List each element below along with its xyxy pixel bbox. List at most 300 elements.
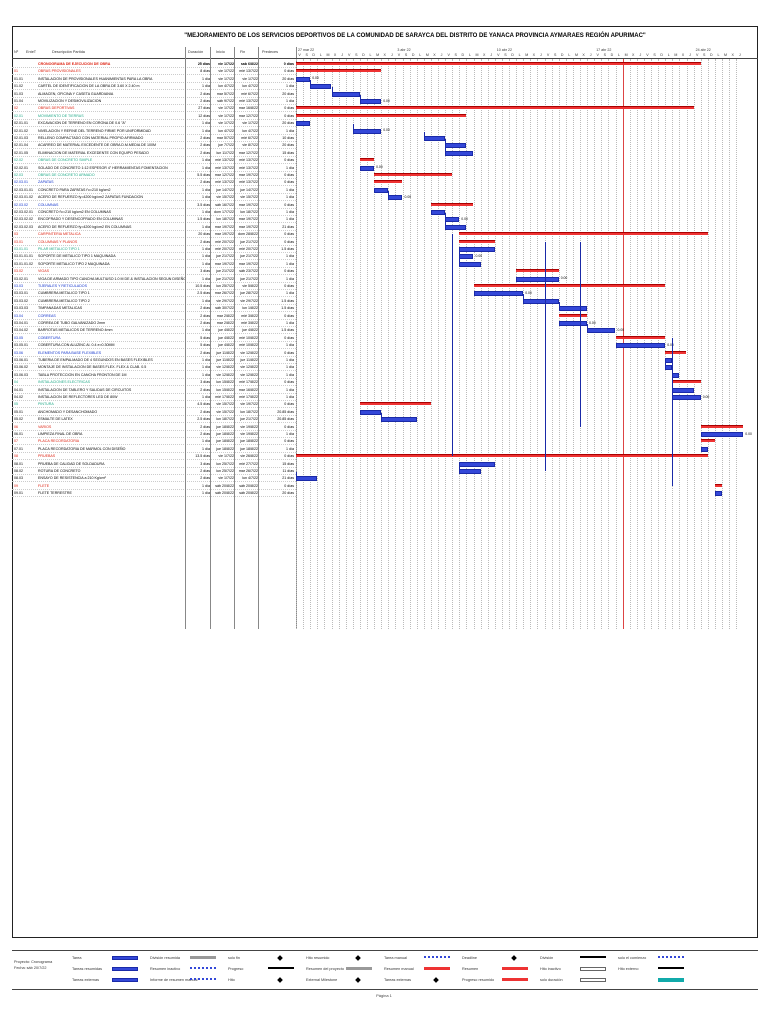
cell-id: 01.03 [14,91,23,96]
cell-dur: 1 día [202,165,210,170]
table-row[interactable] [12,179,296,186]
legend-item [150,965,180,973]
gantt-task-bar[interactable] [445,225,466,230]
gantt-task-bar[interactable] [701,432,744,437]
gantt-summary-bar[interactable] [296,454,708,457]
gantt-task-bar[interactable] [310,84,331,89]
col-edt[interactable]: EnteT [26,50,37,54]
cell-end: mié 13/7/22 [239,99,258,103]
table-row[interactable] [12,268,296,275]
gantt-task-bar[interactable] [445,217,459,222]
cell-dur: 1 día [202,372,210,377]
gantt-task-bar[interactable] [672,373,679,378]
cell-name: CORREAS [38,313,56,318]
legend-label: Tareas externas [72,978,100,982]
cell-end: vie 8/7/22 [242,143,258,148]
table-row[interactable] [12,394,296,401]
table-row[interactable] [12,172,296,179]
cell-name: BARROTAS METALICOS DE TERRENO 4mm [38,328,113,333]
timescale-day: M [724,53,728,57]
table-row[interactable] [12,305,296,312]
cell-name: NIVELACION Y REFINE DEL TERRENO FIRME POR UNIFORMIDAD [38,128,151,133]
cell-start: mar 19/7/22 [214,232,234,237]
legend-item [228,965,243,973]
cell-dur: 2 días [200,180,210,185]
table-row[interactable] [12,483,296,490]
cell-id: 07.01 [14,446,23,451]
cell-end: mar 19/7/22 [238,202,258,207]
legend-swatch [112,978,138,982]
cell-pred: 10 días [282,136,294,140]
cell-id: 03.04.01 [14,321,28,325]
timescale-day: X [482,53,486,57]
table-row[interactable] [12,327,296,334]
cell-start: jue 21/7/22 [216,276,234,281]
cell-id: 08.01 [14,461,23,466]
timescale-day: J [540,53,542,57]
timescale-day: X [632,53,635,57]
timescale-day: J [440,53,443,57]
table-row[interactable] [12,209,296,216]
gantt-summary-bar[interactable] [296,114,466,117]
cell-id: 03.03 [14,284,23,288]
cell-id: 01.01 [14,76,23,81]
cell-start: mié 13/7/22 [215,165,234,170]
gantt-bars [296,61,758,629]
cell-start: vie 12/8/22 [216,372,234,377]
cell-pred: 15 días [282,461,294,466]
table-row[interactable] [12,76,296,83]
cell-pred: 0 días [284,350,294,355]
table-row[interactable] [12,128,296,135]
table-row[interactable] [12,468,296,475]
table-row[interactable] [12,150,296,157]
cell-start: vie 12/8/22 [216,365,234,370]
legend-project-info [14,959,52,971]
timescale-day: S [305,53,308,57]
cell-id: 03.03.02 [14,298,28,303]
table-row[interactable] [12,253,296,260]
table-row[interactable] [12,335,296,342]
legend-label: solo fin [228,956,241,960]
table-row[interactable] [12,290,296,297]
timescale-day: D [411,53,415,57]
cell-id: 02.03.02.02 [14,217,33,222]
cell-end: vie 12/8/22 [240,365,258,370]
gantt-task-bar[interactable] [360,166,374,171]
cell-dur: 2 días [200,99,210,103]
cell-end: vie 12/8/22 [240,350,258,355]
table-row[interactable] [12,446,296,453]
milestone-icon [355,977,361,983]
gantt-task-bar[interactable] [559,321,587,326]
gantt-task-bar[interactable] [360,99,381,104]
bar-label: 0.00 [702,394,710,399]
table-row[interactable] [12,91,296,98]
gantt-summary-bar[interactable] [559,314,587,317]
cell-id: 02.03.02.03 [14,224,33,229]
table-row[interactable] [12,372,296,379]
table-row[interactable] [12,194,296,201]
cell-end: jue 18/8/22 [240,446,258,451]
table-row[interactable] [12,202,296,209]
gantt-summary-bar[interactable] [516,269,559,272]
gantt-task-bar[interactable] [474,291,524,296]
cell-pred: 1 día [286,187,294,192]
cell-end: jue 18/8/22 [240,439,258,444]
gantt-task-bar[interactable] [296,77,310,82]
gantt-summary-bar[interactable] [360,158,374,161]
table-row[interactable] [12,261,296,268]
gantt-task-bar[interactable] [445,151,473,156]
table-row[interactable] [12,283,296,290]
cell-end: vie 19/8/22 [240,424,258,429]
table-row[interactable] [12,416,296,423]
cell-name: VARIOS [38,424,52,429]
timescale-day: J [490,53,493,57]
table-row[interactable] [12,350,296,357]
gantt-summary-bar[interactable] [474,284,666,287]
gantt-task-bar[interactable] [559,306,587,311]
table-header [12,47,296,59]
cell-start: vie 1/7/22 [218,76,234,81]
cell-end: vie 1/7/22 [242,121,258,126]
timescale-day: D [362,53,365,57]
cell-start: lun 15/8/22 [216,380,234,385]
cell-id: 03.03.03 [14,306,28,311]
legend-item [150,976,198,984]
table-row[interactable] [12,135,296,142]
legend-item [228,954,240,962]
cell-pred: 20 días [282,76,294,81]
dependency-link [381,413,382,417]
legend-item [72,954,82,962]
legend-item [306,976,337,984]
cell-id: 03.02.01 [14,276,28,281]
col-name[interactable]: Descripción Partida [52,50,85,54]
table-row[interactable] [12,461,296,468]
table-row[interactable] [12,224,296,231]
cell-dur: 2 días [200,143,210,148]
cell-pred: 0 días [284,335,294,340]
cell-dur: 1 día [202,439,210,444]
timescale-week: 3 abr 22 [397,48,411,52]
cell-end: vie 1/7/22 [242,76,258,81]
cell-dur: 1 día [202,276,210,281]
cell-id: 08 [14,454,18,459]
gantt-task-bar[interactable] [374,188,388,193]
gantt-task-bar[interactable] [296,121,310,126]
table-row[interactable] [12,187,296,194]
table-row[interactable] [12,438,296,445]
cell-dur: 2 días [200,469,210,473]
cell-pred: 21 días [282,224,294,229]
cell-id: 03.01 [14,239,23,244]
table-row[interactable] [12,313,296,320]
cell-name: VIGA DE ARMADO TIPO CANCHA MULTIUSO 1.0 M DE & INSTALACION SEGUN DISEÑO [38,276,186,281]
dependency-link [559,302,560,306]
gantt-task-bar[interactable] [459,469,480,474]
gantt-summary-bar[interactable] [360,402,431,405]
table-row[interactable] [12,157,296,164]
cell-start: vie 1/7/22 [218,476,234,481]
gantt-summary-bar[interactable] [459,232,708,235]
col-duration[interactable]: Duración [188,50,204,54]
cell-end: jue 21/7/22 [240,417,258,422]
table-row[interactable] [12,276,296,283]
cell-id: 05 [14,402,18,407]
timescale-day: J [341,53,344,57]
table-row[interactable] [12,409,296,416]
legend-item [540,965,561,973]
gantt-task-bar[interactable] [587,328,615,333]
table-row[interactable] [12,379,296,386]
gantt-task-bar[interactable] [665,358,672,363]
cell-name: PINTURA [38,402,54,407]
table-row[interactable] [12,298,296,305]
cell-dur: 13.5 días [195,454,210,459]
cell-pred: 0 días [284,239,294,244]
timescale-day: L [518,53,521,57]
gantt-task-bar[interactable] [459,254,473,259]
cell-pred: 1 día [286,321,294,325]
dependency-link [459,250,460,254]
cell-dur: 1 día [202,483,210,488]
timescale-day: S [504,53,507,57]
gantt-summary-bar[interactable] [296,69,381,72]
dependency-link [445,213,446,217]
timescale-day: L [667,53,670,57]
timescale-day: S [703,53,706,57]
table-row[interactable] [12,231,296,238]
cell-start: vie 1/7/22 [218,69,234,74]
cell-start: jue 4/8/22 [218,343,234,348]
milestone-icon [511,955,517,961]
timescale [296,47,758,59]
gantt-task-bar[interactable] [296,476,317,481]
bar-label: 0.00 [745,431,752,436]
table-row[interactable] [12,424,296,431]
cell-start: sáb 20/8/22 [215,491,234,496]
cell-dur: 1 día [202,365,210,370]
gantt-task-bar[interactable] [381,417,417,422]
table-row[interactable] [12,475,296,482]
cell-name: CORREA DE TUBO GALVANIZADO 2mm [38,321,106,325]
legend [12,950,758,990]
cell-end: mar 16/8/22 [238,387,258,392]
cell-id: 02.01 [14,113,23,118]
legend-label: Tarea [72,956,82,960]
bar-label: 0.00 [525,290,532,295]
cell-pred: 1 día [286,261,294,266]
table-row[interactable] [12,490,296,497]
cell-id: 03.06.01 [14,358,28,362]
gantt-task-bar[interactable] [715,491,722,496]
gantt-task-bar[interactable] [665,365,672,370]
cell-pred: 1 día [286,254,294,259]
cell-dur: 2.5 días [197,291,210,296]
table-row[interactable] [12,105,296,112]
cell-name: PLACA RECORDATORIA [38,439,80,444]
cell-id: 04.02 [14,395,23,399]
gantt-summary-bar[interactable] [616,336,666,339]
cell-dur: 10.5 días [195,284,210,288]
cell-pred: 1 día [286,343,294,348]
cell-dur: 1 día [202,261,210,266]
cell-end: mié 6/7/22 [241,136,258,140]
timescale-day: L [717,53,720,57]
gantt-summary-bar[interactable] [672,380,700,383]
milestone-icon [433,977,439,983]
table-row[interactable] [12,113,296,120]
bar-label: 0.00 [589,320,596,325]
gantt-task-bar[interactable] [516,277,559,282]
gantt-summary-bar[interactable] [665,351,686,354]
dependency-link [587,324,588,328]
gantt-task-bar[interactable] [672,395,700,400]
table-row[interactable] [12,246,296,253]
gantt-task-bar[interactable] [388,195,402,200]
gantt-summary-bar[interactable] [374,180,402,183]
gantt-summary-bar[interactable] [374,173,452,176]
table-row[interactable] [12,83,296,90]
cell-end: mié 3/8/22 [241,313,258,318]
col-predecessors[interactable]: Predeces [262,50,279,54]
table-row[interactable] [12,61,296,68]
cell-pred: 15 días [282,150,294,155]
legend-label: Hito externo [618,967,639,971]
cell-pred: 0 días [284,158,294,163]
gantt-task-bar[interactable] [353,129,381,134]
table-row[interactable] [12,142,296,149]
cell-name: ELIMINACION DE MATERIAL EXCEDENTE CON EQUIPO PESADO [38,150,149,155]
cell-dur: 2 días [200,313,210,318]
cell-end: vie 29/7/22 [240,298,258,303]
cell-end: lun 1/8/22 [242,306,258,311]
gantt-task-bar[interactable] [701,447,708,452]
col-start[interactable]: Inicio [216,50,225,54]
table-row[interactable] [12,320,296,327]
table-row[interactable] [12,401,296,408]
gantt-task-bar[interactable] [523,299,559,304]
timescale-day: L [468,53,471,57]
legend-item [72,965,102,973]
table-row[interactable] [12,120,296,127]
legend-label: División resumida [150,956,180,960]
gantt-task-bar[interactable] [616,343,666,348]
table-row[interactable] [12,364,296,371]
cell-id: 02.03.02 [14,202,28,207]
cell-name: TIMPANADAS METALICAS [38,306,83,311]
table-row[interactable] [12,431,296,438]
cell-dur: 5 días [200,343,210,348]
gantt-task-bar[interactable] [459,462,495,467]
gantt-task-bar[interactable] [459,262,480,267]
timescale-day: X [383,53,386,57]
cell-pred: 0 días [284,69,294,74]
legend-swatch [580,956,606,958]
gantt-task-bar[interactable] [431,210,445,215]
table-row[interactable] [12,357,296,364]
cell-pred: 1.5 días [281,328,294,333]
gantt-summary-bar[interactable] [296,106,694,109]
legend-swatch [658,978,684,982]
legend-label: solo duración [540,978,563,982]
dependency-link [445,220,446,224]
cell-pred: 20 días [282,91,294,96]
cell-pred: 1.5 días [281,306,294,311]
cell-name: CUMBRERA METALICO TIPO 2 [38,298,90,303]
cell-id: 03.04.02 [14,328,28,333]
timescale-day: J [639,53,642,57]
col-end[interactable]: Fin [240,50,246,54]
table-row[interactable] [12,216,296,223]
col-id[interactable]: Nº [14,50,19,54]
gantt-task-bar[interactable] [424,136,445,141]
cell-pred: 1 día [286,276,294,281]
cell-start: jue 4/8/22 [218,335,234,340]
gantt-summary-bar[interactable] [701,439,715,442]
cell-dur: 1 día [202,328,210,333]
cell-start: jue 11/8/22 [216,350,234,355]
gantt-summary-bar[interactable] [459,240,495,243]
cell-end: jue 11/8/22 [240,358,258,362]
cell-end: jue 4/8/22 [242,328,258,333]
cell-id: 05.01 [14,409,23,414]
table-row[interactable] [12,453,296,460]
table-row[interactable] [12,342,296,349]
table-row[interactable] [12,98,296,105]
gantt-task-bar[interactable] [459,247,495,252]
gantt-summary-bar[interactable] [715,484,722,487]
legend-swatch [112,967,138,971]
table-row[interactable] [12,387,296,394]
legend-item [150,954,180,962]
gantt-task-bar[interactable] [445,143,466,148]
cell-end: lun 18/7/22 [240,210,258,214]
table-row[interactable] [12,239,296,246]
milestone-icon [355,955,361,961]
cell-start: mié 13/7/22 [215,158,234,163]
cell-name: ROTURA DE CONCRETO [38,469,81,473]
cell-dur: 2 días [200,91,210,96]
legend-project: Proyecto: Cronograma [14,960,53,964]
cell-end: jue 21/7/22 [240,276,258,281]
cell-id: 02.03.01 [14,180,28,185]
gantt-summary-bar[interactable] [431,203,474,206]
gantt-task-bar[interactable] [672,388,693,393]
gantt-summary-bar[interactable] [701,425,744,428]
legend-item [618,965,638,973]
cell-dur: 2 días [200,150,210,155]
gantt-summary-bar[interactable] [296,62,701,65]
table-row[interactable] [12,165,296,172]
cell-id: 02.02.01 [14,165,28,170]
cell-dur: 1 día [202,395,210,399]
gantt-task-bar[interactable] [332,92,360,97]
legend-label: Tareas externas [384,978,412,982]
cell-pred: 20.85 días [277,409,294,414]
timescale-day: V [695,53,699,57]
gantt-task-bar[interactable] [360,410,381,415]
cell-start: jue 18/8/22 [216,439,234,444]
table-row[interactable] [12,68,296,75]
cell-id: 03.06 [14,350,23,355]
timescale-day: S [404,53,408,57]
cell-dur: 2 días [200,350,210,355]
legend-label: Resumen del proyecto [306,967,344,971]
cell-name: OBRAS PROVISIONALES [38,69,81,74]
